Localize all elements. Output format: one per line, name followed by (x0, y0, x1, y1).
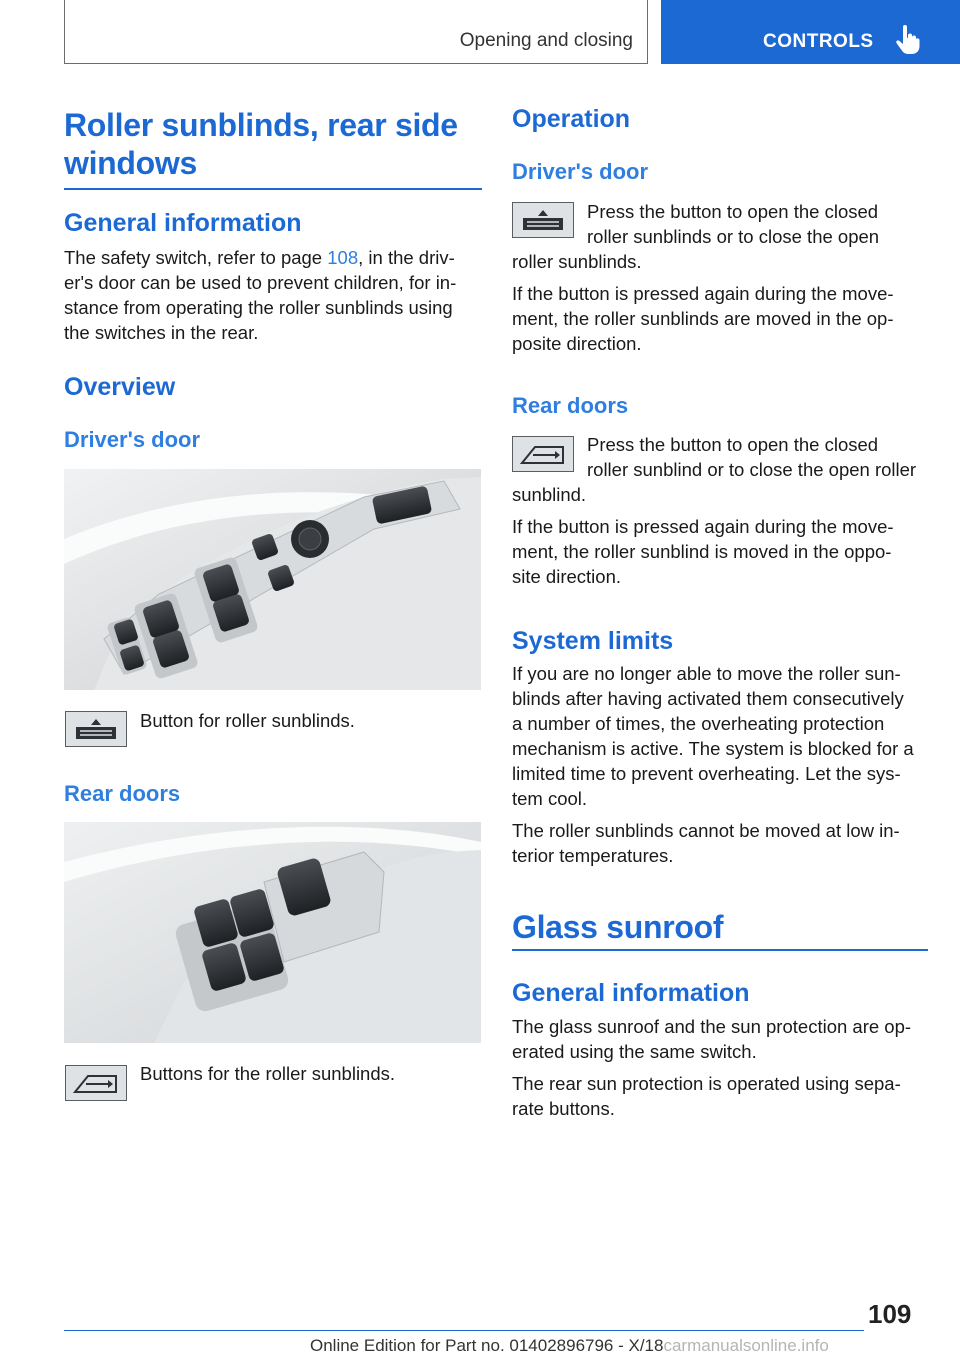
rear-roller-sunblind-button-thumbnail (65, 1065, 127, 1101)
system-limits-line: a number of times, the overheating protection (512, 713, 885, 734)
pointing-hand-icon (894, 25, 920, 55)
rear-window-sunblind-icon (519, 441, 567, 467)
operation-rear-text (512, 482, 932, 589)
general-info-line-1-end: , in the driv- (358, 247, 455, 268)
operation-rear-p2-line: If the button is pressed again during the move- (512, 516, 894, 537)
header-section-box (64, 0, 648, 64)
footer-watermark: carmanualsonline.info (663, 1336, 829, 1355)
roller-sunblinds-button-thumbnail (65, 711, 127, 747)
general-info-line-1-start: The safety switch, refer to page (64, 247, 328, 268)
system-limits-heading: System limits (512, 627, 674, 655)
operation-rear-doors-heading: Rear doors (512, 393, 629, 418)
rear-doors-switches-photo (64, 822, 481, 1043)
operation-heading: Operation (512, 105, 631, 133)
general-info-line: stance from operating the roller sunblinds using (64, 297, 453, 318)
overview-heading: Overview (64, 373, 176, 401)
general-info-line-1 (64, 245, 484, 270)
system-limits-line: limited time to prevent overheating. Let the sys- (512, 763, 901, 784)
system-limits-line: tem cool. (512, 788, 588, 809)
footer-edition (310, 1336, 829, 1356)
roller-sunblind-icon (74, 717, 118, 741)
sunroof-title-block (512, 908, 928, 951)
operation-drivers-door-heading: Driver's door (512, 159, 649, 184)
operation-drivers-text-beside (587, 199, 932, 249)
rear-doors-caption: Buttons for the roller sunblinds. (140, 1063, 396, 1084)
overview-drivers-door-heading: Driver's door (64, 427, 201, 452)
header-chapter-tab[interactable] (661, 0, 960, 64)
operation-rear-line: roller sunblind or to close the open roller (587, 459, 917, 480)
operation-drivers-text (512, 249, 932, 356)
overview-rear-doors-heading: Rear doors (64, 781, 181, 806)
general-info-text (64, 245, 484, 345)
title-rule (64, 188, 482, 190)
roller-sunblind-icon (521, 208, 565, 232)
rear-door-panel-illustration (64, 822, 481, 1043)
page-108-link[interactable]: 108 (327, 247, 359, 268)
operation-drivers-line: roller sunblinds or to close the open (587, 226, 880, 247)
operation-rear-p2-line: ment, the roller sunblind is moved in the oppo- (512, 541, 892, 562)
operation-drivers-line: roller sunblinds. (512, 251, 642, 272)
header-section-title: Opening and closing (459, 30, 633, 51)
operation-drivers-line: Press the button to open the closed (587, 201, 879, 222)
sunroof-title: Glass sunroof (512, 909, 724, 945)
drivers-door-caption: Button for roller sunblinds. (140, 710, 355, 731)
sunroof-line: erated using the same switch. (512, 1041, 757, 1062)
general-info-line: the switches in the rear. (64, 322, 259, 343)
operation-rear-text-beside (587, 432, 932, 482)
operation-drivers-button-thumbnail (512, 202, 574, 238)
rear-window-sunblind-icon (72, 1070, 120, 1096)
page-title: Roller sunblinds, rear side windows (64, 107, 458, 181)
drivers-door-panel-illustration (64, 469, 481, 690)
system-limits-text (512, 661, 937, 868)
operation-drivers-p2-line: posite direction. (512, 333, 642, 354)
operation-rear-p2-line: site direction. (512, 566, 621, 587)
operation-rear-line: Press the button to open the closed (587, 434, 879, 455)
footer-edition-text: Online Edition for Part no. 01402896796 - X/18 (310, 1336, 664, 1355)
general-info-line: er's door can be used to prevent children, for in- (64, 272, 457, 293)
system-limits-p2-line: terior temperatures. (512, 845, 674, 866)
footer-rule (64, 1330, 864, 1331)
sunroof-title-rule (512, 949, 928, 951)
sunroof-p2-line: The rear sun protection is operated using sepa- (512, 1073, 901, 1094)
system-limits-line: mechanism is active. The system is blocked for a (512, 738, 914, 759)
sunroof-line: The glass sunroof and the sun protection are op- (512, 1016, 912, 1037)
system-limits-p2-line: The roller sunblinds cannot be moved at low in- (512, 820, 900, 841)
system-limits-line: If you are no longer able to move the roller sun- (512, 663, 901, 684)
operation-rear-button-thumbnail (512, 436, 574, 472)
drivers-door-switches-photo (64, 469, 481, 690)
sunroof-general-heading: General information (512, 979, 750, 1007)
operation-rear-line: sunblind. (512, 484, 587, 505)
sunroof-p2-line: rate buttons. (512, 1098, 615, 1119)
operation-drivers-p2-line: If the button is pressed again during the move- (512, 283, 894, 304)
sunroof-general-text (512, 1014, 937, 1121)
general-info-heading: General information (64, 209, 302, 237)
left-title-block (64, 106, 482, 190)
operation-drivers-p2-line: ment, the roller sunblinds are moved in the op- (512, 308, 894, 329)
system-limits-line: blinds after having activated them consecutively (512, 688, 904, 709)
header-chapter-label: CONTROLS (763, 31, 874, 52)
page-number: 109 (868, 1299, 912, 1329)
